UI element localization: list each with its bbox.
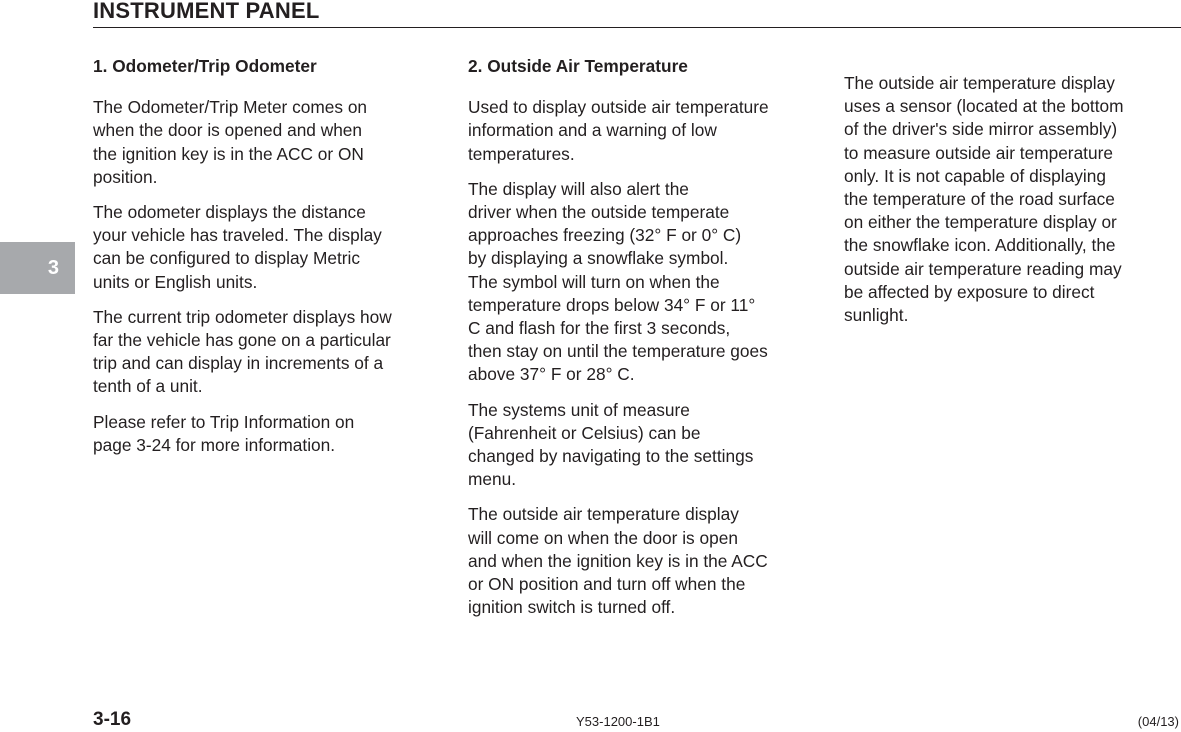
revision-date: (04/13) [1137,714,1179,729]
paragraph: The outside air temperature display will come on when the door is open and when the ignition key is in the ACC or ON position and turn off when the ignition switch is turned off. [468,504,768,618]
paragraph: The outside air temperature display uses a sensor (located at the bottom of the driver's side mirror assembly) to measure outside air temperature only. It is not capable of displaying the temperature of the road surface on either the temperature display or the snowflake icon. Additionally, the outside air temperature reading may be affected by exposure to direct sunlight. [844,73,1124,326]
paragraph: The Odometer/Trip Meter comes on when the door is opened and when the ignition key is in the ACC or ON position. [93,97,368,187]
paragraph: The odometer displays the distance your vehicle has traveled. The display can be configured to display Metric units or English units. [93,202,382,292]
paragraph: The display will also alert the driver when the outside temperate approaches freezing (32° F or 0° C) by displaying a snowflake symbol. The symbol will turn on when the temperature drops below 34° F or 11° C and flash for the first 3 seconds, then stay on until the temperature goes above 37° F or 28° C. [468,178,768,385]
page-number: 3-16 [93,709,132,730]
paragraph: The systems unit of measure (Fahrenheit or Celsius) can be changed by navigating to the settings menu. [468,399,754,490]
header-divider [93,27,1181,28]
paragraph: Please refer to Trip Information on page 3-24 for more information. [93,411,355,455]
column-sensor-note [844,72,1174,339]
document-code: Y53-1200-1B1 [576,714,660,729]
section-heading-outside-air-temperature: 2. Outside Air Temperature [468,56,688,76]
column-odometer [93,55,443,469]
section-heading-odometer: 1. Odometer/Trip Odometer [93,56,317,76]
page-title: INSTRUMENT PANEL [93,0,320,23]
chapter-tab: 3 [0,242,75,294]
paragraph: Used to display outside air temperature information and a warning of low temperatures. [468,97,769,164]
column-outside-air-temperature [468,55,818,631]
paragraph: The current trip odometer displays how far the vehicle has gone on a particular trip and can display in increments of a tenth of a unit. [93,306,392,397]
